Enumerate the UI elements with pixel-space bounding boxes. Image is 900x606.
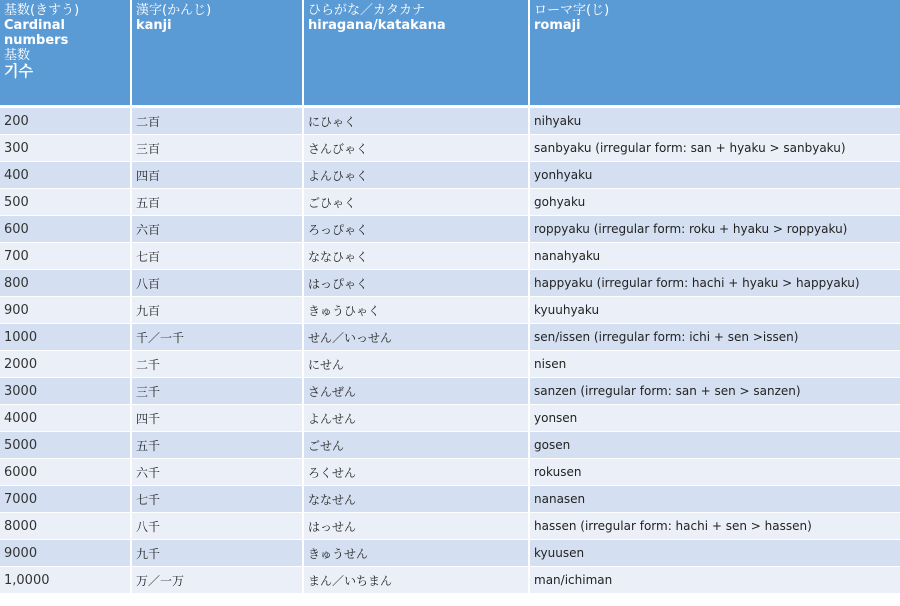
romaji-cell: roppyaku (irregular form: roku + hyaku > roppyaku) xyxy=(530,216,900,243)
table-row xyxy=(0,324,900,351)
table-row xyxy=(0,270,900,297)
kana-cell: にせん xyxy=(304,351,530,378)
header-kana-jp: ひらがな／カタカナ xyxy=(308,3,426,18)
romaji-cell: gohyaku xyxy=(530,189,900,216)
kana-cell: ななひゃく xyxy=(304,243,530,270)
table-row xyxy=(0,297,900,324)
romaji-cell: kyuuhyaku xyxy=(530,297,900,324)
header-romaji-en: romaji xyxy=(534,18,581,33)
kanji-cell: 四百 xyxy=(132,162,304,189)
table-row xyxy=(0,162,900,189)
kana-cell: せん／いっせん xyxy=(304,324,530,351)
romaji-cell: rokusen xyxy=(530,459,900,486)
table-header xyxy=(0,0,900,108)
kana-cell: よんせん xyxy=(304,405,530,432)
number-cell: 7000 xyxy=(0,486,132,513)
table-row xyxy=(0,108,900,135)
kana-cell: よんひゃく xyxy=(304,162,530,189)
header-romaji-jp: ローマ字(じ) xyxy=(534,3,610,18)
table-row xyxy=(0,405,900,432)
kanji-cell: 九百 xyxy=(132,297,304,324)
kana-cell: はっぴゃく xyxy=(304,270,530,297)
kanji-cell: 八千 xyxy=(132,513,304,540)
table-row xyxy=(0,243,900,270)
kana-cell: きゅうせん xyxy=(304,540,530,567)
table-row xyxy=(0,351,900,378)
kanji-cell: 四千 xyxy=(132,405,304,432)
table-row xyxy=(0,486,900,513)
kana-cell: ろくせん xyxy=(304,459,530,486)
kana-cell: さんぜん xyxy=(304,378,530,405)
table-row xyxy=(0,540,900,567)
number-cell: 500 xyxy=(0,189,132,216)
number-cell: 700 xyxy=(0,243,132,270)
romaji-cell: hassen (irregular form: hachi + sen > hassen) xyxy=(530,513,900,540)
kanji-cell: 九千 xyxy=(132,540,304,567)
number-cell: 200 xyxy=(0,108,132,135)
number-cell: 800 xyxy=(0,270,132,297)
number-cell: 1000 xyxy=(0,324,132,351)
romaji-cell: nanahyaku xyxy=(530,243,900,270)
header-kanji xyxy=(132,0,304,108)
number-cell: 3000 xyxy=(0,378,132,405)
kana-cell: にひゃく xyxy=(304,108,530,135)
kanji-cell: 五千 xyxy=(132,432,304,459)
table-row xyxy=(0,216,900,243)
header-cardinal-en: Cardinal numbers xyxy=(4,18,69,48)
header-cardinal-jp: 基数(きすう) xyxy=(4,3,80,18)
kana-cell: まん／いちまん xyxy=(304,567,530,594)
kana-cell: ごせん xyxy=(304,432,530,459)
header-cardinal-ko: 기수 xyxy=(4,62,33,80)
number-cell: 9000 xyxy=(0,540,132,567)
table-row xyxy=(0,513,900,540)
number-cell: 2000 xyxy=(0,351,132,378)
number-cell: 6000 xyxy=(0,459,132,486)
kana-cell: ごひゃく xyxy=(304,189,530,216)
number-cell: 300 xyxy=(0,135,132,162)
number-cell: 4000 xyxy=(0,405,132,432)
kana-cell: さんびゃく xyxy=(304,135,530,162)
header-kana xyxy=(304,0,530,108)
kana-cell: はっせん xyxy=(304,513,530,540)
table-row xyxy=(0,459,900,486)
header-kanji-en: kanji xyxy=(136,18,172,33)
kanji-cell: 三千 xyxy=(132,378,304,405)
kanji-cell: 六百 xyxy=(132,216,304,243)
kana-cell: きゅうひゃく xyxy=(304,297,530,324)
table-row xyxy=(0,378,900,405)
header-romaji xyxy=(530,0,900,108)
header-kana-en: hiragana/katakana xyxy=(308,18,446,33)
kana-cell: ななせん xyxy=(304,486,530,513)
romaji-cell: sanbyaku (irregular form: san + hyaku > sanbyaku) xyxy=(530,135,900,162)
romaji-cell: kyuusen xyxy=(530,540,900,567)
romaji-cell: nanasen xyxy=(530,486,900,513)
header-cardinal-zh: 基数 xyxy=(4,48,31,63)
table-row xyxy=(0,567,900,594)
table-row xyxy=(0,135,900,162)
number-cell: 600 xyxy=(0,216,132,243)
romaji-cell: nihyaku xyxy=(530,108,900,135)
kanji-cell: 八百 xyxy=(132,270,304,297)
romaji-cell: man/ichiman xyxy=(530,567,900,594)
number-cell: 400 xyxy=(0,162,132,189)
romaji-cell: sanzen (irregular form: san + sen > sanzen) xyxy=(530,378,900,405)
kanji-cell: 万／一万 xyxy=(132,567,304,594)
romaji-cell: happyaku (irregular form: hachi + hyaku > happyaku) xyxy=(530,270,900,297)
romaji-cell: yonsen xyxy=(530,405,900,432)
kanji-cell: 七千 xyxy=(132,486,304,513)
romaji-cell: yonhyaku xyxy=(530,162,900,189)
table-row xyxy=(0,432,900,459)
number-cell: 1,0000 xyxy=(0,567,132,594)
romaji-cell: sen/issen (irregular form: ichi + sen >issen) xyxy=(530,324,900,351)
kanji-cell: 六千 xyxy=(132,459,304,486)
romaji-cell: gosen xyxy=(530,432,900,459)
number-cell: 900 xyxy=(0,297,132,324)
header-cardinal-numbers xyxy=(0,0,132,108)
kanji-cell: 七百 xyxy=(132,243,304,270)
kanji-cell: 三百 xyxy=(132,135,304,162)
kana-cell: ろっぴゃく xyxy=(304,216,530,243)
kanji-cell: 五百 xyxy=(132,189,304,216)
table-body xyxy=(0,108,900,594)
number-cell: 8000 xyxy=(0,513,132,540)
number-cell: 5000 xyxy=(0,432,132,459)
kanji-cell: 千／一千 xyxy=(132,324,304,351)
kanji-cell: 二千 xyxy=(132,351,304,378)
kanji-cell: 二百 xyxy=(132,108,304,135)
romaji-cell: nisen xyxy=(530,351,900,378)
table-row xyxy=(0,189,900,216)
header-kanji-jp: 漢字(かんじ) xyxy=(136,3,212,18)
header-row xyxy=(0,0,900,108)
